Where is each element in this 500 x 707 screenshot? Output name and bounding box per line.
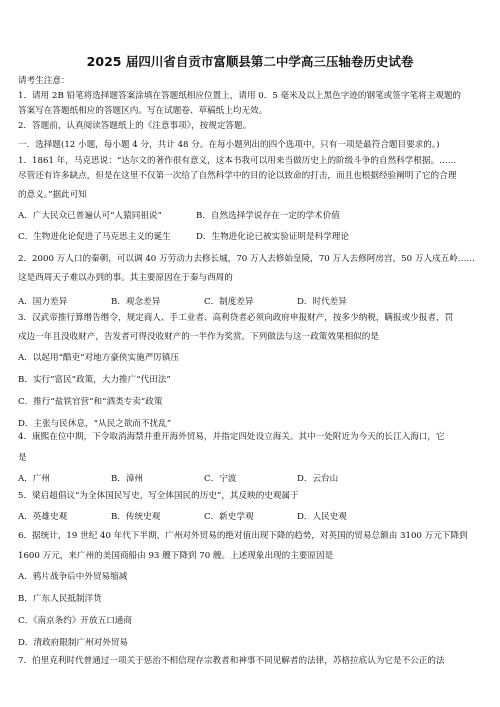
question-text: 7．伯里克利时代曾通过一项关于惩治不相信现存宗教者和神事不同见解者的法律，苏格拉底认为它是不公正的法 <box>18 656 445 666</box>
options <box>18 510 482 525</box>
option-a: A．广大民众已普遍认可“人猿同祖说” <box>18 211 162 221</box>
section-title: 一．选择题(12 小题，每小题 4 分，共计 48 分。在每小题列出的四个选项中，只有一项是最符合题目要求的。) <box>18 140 440 150</box>
option-d: D．生物进化论已被实验证明是科学理论 <box>196 232 349 242</box>
question-text: 的意义。”据此可知 <box>18 190 87 200</box>
option-b: B．传统史观 <box>111 512 161 522</box>
question-text: 这是西周天子难以办到的事。其主要原因在于秦与西周的 <box>18 273 233 283</box>
option-c: C．新史学观 <box>204 512 254 522</box>
notes-line: 2．答题前，认真阅读答题纸上的《注意事项》，按规定答题。 <box>18 121 252 131</box>
options <box>18 472 482 487</box>
option-b: B．漳州 <box>111 474 144 484</box>
question-text: 4．康熙在位中期，下令取消海禁并重开海外贸易，并指定四处设立海关。其中一处附近为今天的长江入海口，它 <box>18 432 445 442</box>
question-text: 5．梁启超倡议“为全体国民写史，写全体国民的历史”，其反映的史观属于 <box>18 491 299 501</box>
question-text: 1600 万元，来广州的美国商船由 93 艘下降到 70 艘。上述现象出现的主要原因是 <box>18 551 334 561</box>
section-heading <box>18 138 482 153</box>
question-2 <box>18 252 482 310</box>
option-c: C．《南京条约》开放五口通商 <box>18 616 132 626</box>
question-6 <box>18 529 482 651</box>
question-5 <box>18 489 482 525</box>
option-c: C．制度差异 <box>204 297 254 307</box>
option-c: C．推行“盐铁官营”和“酒类专卖”政策 <box>18 397 163 407</box>
option-c: C．生物进化论促进了马克思主义的诞生 <box>18 232 171 242</box>
question-4 <box>18 430 482 487</box>
question-text: 戍边一年且没收财产，告发者可得没收财产的一半作为奖赏。下列做法与这一政策效果相似的是 <box>18 332 379 342</box>
options <box>18 295 482 310</box>
exam-notes <box>18 74 482 134</box>
option-b: B．自然选择学说存在一定的学术价值 <box>196 211 340 221</box>
option-a: A．英雄史观 <box>18 512 68 522</box>
notes-line: 答案写在答题纸相应的答题区内。写在试题卷、草稿纸上均无效。 <box>18 106 268 116</box>
question-text: 3．汉武帝推行算缗告缗令，规定商人、手工业者、高利贷者必须向政府申报财产，按多少纳税，瞒报或少报者，罚 <box>18 313 454 323</box>
question-text: 尽管还有许多缺点，但是在这里不仅第一次给了自然科学中的目的论以致命的打击，而且也根据经验阐明了它的合理 <box>18 171 457 181</box>
option-a: A．鸦片战争后中外贸易缩减 <box>18 572 128 582</box>
option-a: A．国力差异 <box>18 297 68 307</box>
option-a: A．以起用“酷吏”对地方豪侠实施严厉镇压 <box>18 353 180 363</box>
option-b: B．观念差异 <box>111 297 161 307</box>
question-7 <box>18 654 482 669</box>
options <box>18 209 482 245</box>
question-1 <box>18 154 482 245</box>
option-a: A．广州 <box>18 474 50 484</box>
page-title: 2025 届四川省自贡市富顺县第二中学高三压轴卷历史试卷 <box>86 54 414 69</box>
option-c: C．宁波 <box>204 474 237 484</box>
notes-heading: 请考生注意： <box>18 76 70 86</box>
option-d: D．人民史观 <box>297 512 347 522</box>
option-b: B．广东人民抵制洋货 <box>18 594 102 604</box>
question-3 <box>18 311 482 432</box>
option-d: D．时代差异 <box>297 297 347 307</box>
question-text: 2．2000 万人口的秦朝，可以调 40 万劳动力去修长城，70 万人去修始皇陵，70 万人去修阿房宫，50 万人戍五岭…… <box>18 254 476 264</box>
question-text: 1．1861 年，马克思说：“达尔文的著作很有意义，这本书我可以用来当做历史上的阶级斗争的自然科学根据。…… <box>18 156 457 166</box>
question-text: 是 <box>18 453 27 463</box>
option-d: D．主张与民休息，“从民之欲而不扰乱” <box>18 419 172 429</box>
notes-line: 1．请用 2B 铅笔将选择题答案涂填在答题纸相应位置上，请用 0．5 毫米及以上黑色字迹的钢笔或签字笔将主观题的 <box>18 91 462 101</box>
option-b: B．实行“富民”政策，大力推广“代田法” <box>18 375 171 385</box>
option-d: D．清政府限制广州对外贸易 <box>18 638 129 648</box>
option-d: D．云台山 <box>297 474 339 484</box>
question-text: 6．据统计，19 世纪 40 年代下半期，广州对外贸易的绝对值出现下降的趋势，对英国的贸易总额由 3100 万元下降到 <box>18 531 468 541</box>
